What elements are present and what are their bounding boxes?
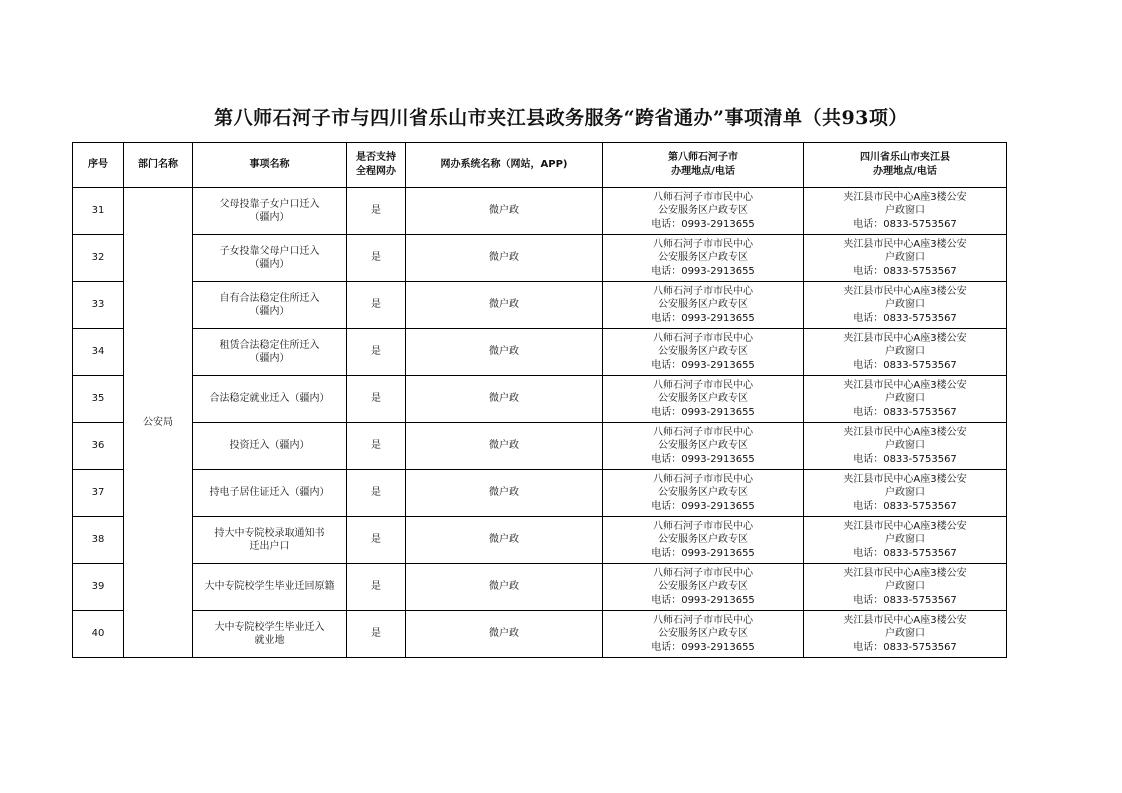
item-name-line: 租赁合法稳定住所迁入 bbox=[219, 339, 320, 351]
item-name-line: （疆内） bbox=[249, 353, 290, 364]
item-name-cell bbox=[193, 235, 347, 282]
shz-location-line: 公安服务区户政专区 bbox=[658, 252, 748, 264]
item-name-cell bbox=[193, 564, 347, 611]
shz-location-line: 公安服务区户政专区 bbox=[658, 487, 748, 499]
jj-location-line: 夹江县市民中心A座3楼公安 bbox=[843, 614, 967, 626]
item-name-cell bbox=[193, 423, 347, 470]
online-support-cell: 是 bbox=[347, 376, 406, 423]
shz-location-line: 电话：0993-2913655 bbox=[651, 218, 755, 230]
shz-location-line: 八师石河子市市民中心 bbox=[653, 379, 753, 391]
shz-location-line: 电话：0993-2913655 bbox=[651, 547, 755, 559]
table-row bbox=[73, 235, 1007, 282]
jj-location-line: 户政窗口 bbox=[885, 440, 925, 452]
jj-location-cell bbox=[804, 564, 1007, 611]
table-row bbox=[73, 376, 1007, 423]
shz-location-cell bbox=[603, 235, 804, 282]
shz-location-line: 八师石河子市市民中心 bbox=[653, 285, 753, 297]
shz-location-line: 电话：0993-2913655 bbox=[651, 359, 755, 371]
jj-location-cell bbox=[804, 282, 1007, 329]
item-name-cell bbox=[193, 329, 347, 376]
shz-location-line: 八师石河子市市民中心 bbox=[653, 426, 753, 438]
seq-cell: 34 bbox=[73, 329, 124, 376]
jj-location-cell bbox=[804, 329, 1007, 376]
shz-location-cell bbox=[603, 188, 804, 235]
shz-location-line: 八师石河子市市民中心 bbox=[653, 614, 753, 626]
item-name-line: 子女投靠父母户口迁入 bbox=[219, 245, 320, 257]
item-name-cell bbox=[193, 376, 347, 423]
shz-location-line: 公安服务区户政专区 bbox=[658, 299, 748, 311]
jj-location-line: 户政窗口 bbox=[885, 628, 925, 640]
header-row bbox=[73, 143, 1007, 188]
jj-location-line: 电话：0833-5753567 bbox=[853, 453, 957, 465]
table-row bbox=[73, 611, 1007, 658]
header-system: 网办系统名称（网站，APP) bbox=[406, 143, 603, 188]
jj-location-cell bbox=[804, 517, 1007, 564]
table-row bbox=[73, 282, 1007, 329]
header-online-line: 全程网办 bbox=[356, 166, 396, 177]
jj-location-line: 户政窗口 bbox=[885, 534, 925, 546]
online-support-cell: 是 bbox=[347, 235, 406, 282]
online-system-cell: 微户政 bbox=[406, 517, 603, 564]
jj-location-line: 夹江县市民中心A座3楼公安 bbox=[843, 567, 967, 579]
jj-location-line: 电话：0833-5753567 bbox=[853, 547, 957, 559]
online-support-cell: 是 bbox=[347, 611, 406, 658]
jj-location-cell bbox=[804, 611, 1007, 658]
online-support-cell: 是 bbox=[347, 188, 406, 235]
jj-location-line: 夹江县市民中心A座3楼公安 bbox=[843, 285, 967, 297]
seq-cell: 39 bbox=[73, 564, 124, 611]
item-name-cell bbox=[193, 517, 347, 564]
shz-location-line: 八师石河子市市民中心 bbox=[653, 238, 753, 250]
online-system-cell: 微户政 bbox=[406, 423, 603, 470]
jj-location-line: 夹江县市民中心A座3楼公安 bbox=[843, 426, 967, 438]
jj-location-line: 夹江县市民中心A座3楼公安 bbox=[843, 332, 967, 344]
header-online bbox=[347, 143, 406, 188]
seq-cell: 32 bbox=[73, 235, 124, 282]
online-system-cell: 微户政 bbox=[406, 188, 603, 235]
online-support-cell: 是 bbox=[347, 282, 406, 329]
header-shz-line: 办理地点/电话 bbox=[671, 166, 735, 177]
table-row bbox=[73, 188, 1007, 235]
online-system-cell: 微户政 bbox=[406, 470, 603, 517]
shz-location-line: 公安服务区户政专区 bbox=[658, 346, 748, 358]
jj-location-line: 户政窗口 bbox=[885, 205, 925, 217]
item-name-line: （疆内） bbox=[249, 306, 290, 317]
seq-cell: 37 bbox=[73, 470, 124, 517]
jj-location-line: 户政窗口 bbox=[885, 393, 925, 405]
shz-location-line: 电话：0993-2913655 bbox=[651, 406, 755, 418]
shz-location-line: 公安服务区户政专区 bbox=[658, 393, 748, 405]
header-dept: 部门名称 bbox=[124, 143, 193, 188]
jj-location-line: 电话：0833-5753567 bbox=[853, 500, 957, 512]
jj-location-cell bbox=[804, 188, 1007, 235]
seq-cell: 31 bbox=[73, 188, 124, 235]
jj-location-cell bbox=[804, 235, 1007, 282]
department-cell: 公安局 bbox=[124, 188, 193, 658]
online-system-cell: 微户政 bbox=[406, 564, 603, 611]
jj-location-cell bbox=[804, 470, 1007, 517]
header-shz-line: 第八师石河子市 bbox=[668, 152, 738, 163]
jj-location-line: 夹江县市民中心A座3楼公安 bbox=[843, 473, 967, 485]
shz-location-line: 八师石河子市市民中心 bbox=[653, 191, 753, 203]
item-name-line: 持大中专院校录取通知书 bbox=[214, 527, 325, 539]
item-name-line: 投资迁入（疆内） bbox=[229, 440, 310, 452]
table-row bbox=[73, 470, 1007, 517]
shz-location-line: 电话：0993-2913655 bbox=[651, 641, 755, 653]
item-name-line: 父母投靠子女户口迁入 bbox=[219, 198, 320, 210]
jj-location-line: 户政窗口 bbox=[885, 487, 925, 499]
jj-location-line: 电话：0833-5753567 bbox=[853, 359, 957, 371]
header-jj-line: 办理地点/电话 bbox=[873, 166, 937, 177]
shz-location-line: 八师石河子市市民中心 bbox=[653, 567, 753, 579]
jj-location-cell bbox=[804, 423, 1007, 470]
shz-location-line: 八师石河子市市民中心 bbox=[653, 332, 753, 344]
shz-location-line: 公安服务区户政专区 bbox=[658, 534, 748, 546]
shz-location-line: 八师石河子市市民中心 bbox=[653, 473, 753, 485]
table-row bbox=[73, 329, 1007, 376]
online-support-cell: 是 bbox=[347, 423, 406, 470]
shz-location-cell bbox=[603, 329, 804, 376]
jj-location-line: 户政窗口 bbox=[885, 581, 925, 593]
shz-location-line: 公安服务区户政专区 bbox=[658, 628, 748, 640]
shz-location-line: 公安服务区户政专区 bbox=[658, 440, 748, 452]
online-support-cell: 是 bbox=[347, 517, 406, 564]
jj-location-line: 夹江县市民中心A座3楼公安 bbox=[843, 379, 967, 391]
header-online-line: 是否支持 bbox=[356, 152, 396, 163]
shz-location-cell bbox=[603, 282, 804, 329]
jj-location-line: 电话：0833-5753567 bbox=[853, 594, 957, 606]
online-system-cell: 微户政 bbox=[406, 282, 603, 329]
header-item: 事项名称 bbox=[193, 143, 347, 188]
jj-location-line: 电话：0833-5753567 bbox=[853, 312, 957, 324]
seq-cell: 35 bbox=[73, 376, 124, 423]
item-name-line: 合法稳定就业迁入（疆内） bbox=[209, 393, 330, 405]
online-support-cell: 是 bbox=[347, 329, 406, 376]
shz-location-cell bbox=[603, 376, 804, 423]
shz-location-line: 电话：0993-2913655 bbox=[651, 594, 755, 606]
header-jj-line: 四川省乐山市夹江县 bbox=[860, 152, 950, 163]
online-support-cell: 是 bbox=[347, 564, 406, 611]
jj-location-line: 户政窗口 bbox=[885, 346, 925, 358]
online-support-cell: 是 bbox=[347, 470, 406, 517]
shz-location-line: 公安服务区户政专区 bbox=[658, 205, 748, 217]
item-name-line: 迁出户口 bbox=[249, 541, 290, 552]
table-row bbox=[73, 423, 1007, 470]
item-name-cell bbox=[193, 188, 347, 235]
shz-location-line: 电话：0993-2913655 bbox=[651, 453, 755, 465]
shz-location-cell bbox=[603, 470, 804, 517]
header-jj-location bbox=[804, 143, 1007, 188]
table-row bbox=[73, 517, 1007, 564]
items-table bbox=[72, 142, 1007, 658]
seq-cell: 38 bbox=[73, 517, 124, 564]
header-shz-location bbox=[603, 143, 804, 188]
item-name-line: 自有合法稳定住所迁入 bbox=[219, 292, 320, 304]
item-name-cell bbox=[193, 611, 347, 658]
item-name-line: 大中专院校学生毕业迁入 bbox=[214, 621, 325, 633]
jj-location-line: 电话：0833-5753567 bbox=[853, 641, 957, 653]
seq-cell: 33 bbox=[73, 282, 124, 329]
seq-cell: 36 bbox=[73, 423, 124, 470]
shz-location-line: 八师石河子市市民中心 bbox=[653, 520, 753, 532]
page-title: 第八师石河子市与四川省乐山市夹江县政务服务“跨省通办”事项清单（共93项） bbox=[214, 107, 908, 129]
item-name-line: （疆内） bbox=[249, 259, 290, 270]
item-name-line: 就业地 bbox=[254, 635, 285, 646]
item-name-line: （疆内） bbox=[249, 212, 290, 223]
shz-location-line: 电话：0993-2913655 bbox=[651, 265, 755, 277]
jj-location-line: 夹江县市民中心A座3楼公安 bbox=[843, 191, 967, 203]
jj-location-line: 电话：0833-5753567 bbox=[853, 265, 957, 277]
jj-location-line: 户政窗口 bbox=[885, 299, 925, 311]
header-seq: 序号 bbox=[73, 143, 124, 188]
shz-location-line: 电话：0993-2913655 bbox=[651, 312, 755, 324]
table-row bbox=[73, 564, 1007, 611]
jj-location-cell bbox=[804, 376, 1007, 423]
shz-location-cell bbox=[603, 564, 804, 611]
item-name-cell bbox=[193, 470, 347, 517]
jj-location-line: 电话：0833-5753567 bbox=[853, 406, 957, 418]
online-system-cell: 微户政 bbox=[406, 611, 603, 658]
shz-location-cell bbox=[603, 517, 804, 564]
jj-location-line: 夹江县市民中心A座3楼公安 bbox=[843, 520, 967, 532]
shz-location-cell bbox=[603, 423, 804, 470]
shz-location-line: 公安服务区户政专区 bbox=[658, 581, 748, 593]
item-name-line: 大中专院校学生毕业迁回原籍 bbox=[204, 581, 335, 593]
shz-location-cell bbox=[603, 611, 804, 658]
online-system-cell: 微户政 bbox=[406, 235, 603, 282]
jj-location-line: 户政窗口 bbox=[885, 252, 925, 264]
online-system-cell: 微户政 bbox=[406, 329, 603, 376]
jj-location-line: 夹江县市民中心A座3楼公安 bbox=[843, 238, 967, 250]
shz-location-line: 电话：0993-2913655 bbox=[651, 500, 755, 512]
item-name-cell bbox=[193, 282, 347, 329]
seq-cell: 40 bbox=[73, 611, 124, 658]
jj-location-line: 电话：0833-5753567 bbox=[853, 218, 957, 230]
item-name-line: 持电子居住证迁入（疆内） bbox=[209, 487, 330, 499]
online-system-cell: 微户政 bbox=[406, 376, 603, 423]
